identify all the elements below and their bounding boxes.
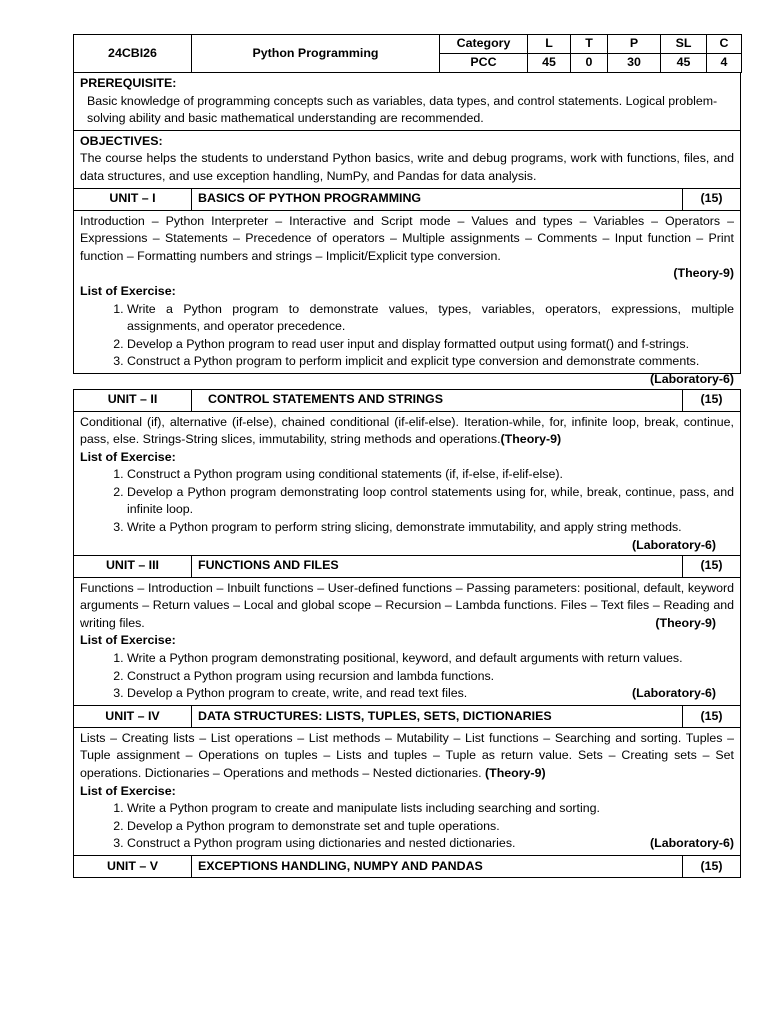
unit-4-list-heading: List of Exercise: <box>80 783 176 798</box>
unit-2-title: CONTROL STATEMENTS AND STRINGS <box>192 389 683 411</box>
unit-1-hours: (15) <box>683 188 741 210</box>
unit-4-hours: (15) <box>683 705 741 727</box>
unit-4-theory: (Theory-9) <box>485 766 546 780</box>
list-item: 2. Develop a Python program to demonstrate set and tuple operations. <box>127 818 734 836</box>
unit-2-body <box>73 412 741 556</box>
unit-3-body <box>73 578 741 706</box>
unit-1-content: Introduction – Python Interpreter – Interactive and Script mode – Values and types – Variables – Operators – Expressions – Statements – Precedence of operators – Multiple assignments – Comments – Input function – Print function – Formatting numbers and strings – Implicit/Explicit type conversion. <box>80 213 734 263</box>
list-item: 1. Write a Python program demonstrating positional, keyword, and default arguments with return values. <box>127 650 734 668</box>
unit-2-label: UNIT – II <box>74 389 192 411</box>
list-item: 1. Write a Python program to create and manipulate lists including searching and sorting. <box>127 800 734 818</box>
unit-4-lab: (Laboratory-6) <box>650 836 734 851</box>
unit-2-list-heading: List of Exercise: <box>80 449 176 464</box>
unit-2-exercises <box>80 466 734 552</box>
val-sl: 45 <box>661 54 707 73</box>
unit-5-label: UNIT – V <box>74 855 192 877</box>
objectives-section <box>73 131 741 189</box>
list-item: 3. Construct a Python program to perform implicit and explicit type conversion and demonstrate comments. (Laboratory-6) <box>127 353 734 371</box>
col-t: T <box>571 35 608 54</box>
unit-5-title: EXCEPTIONS HANDLING, NUMPY AND PANDAS <box>192 855 683 877</box>
list-item: 3. Write a Python program to perform string slicing, demonstrate immutability, and apply string methods. (Laboratory-6) <box>127 519 734 537</box>
objectives-heading: OBJECTIVES: <box>80 133 163 148</box>
val-t: 0 <box>571 54 608 73</box>
unit-1-exercises <box>80 301 734 386</box>
col-p: P <box>608 35 661 54</box>
unit-1-theory: (Theory-9) <box>673 266 734 281</box>
unit-2-lab: (Laboratory-6) <box>632 537 716 552</box>
prerequisite-section <box>73 73 741 131</box>
unit-5-header <box>73 855 741 878</box>
unit-4-title: DATA STRUCTURES: LISTS, TUPLES, SETS, DICTIONARIES <box>192 705 683 727</box>
unit-4-body <box>73 728 741 856</box>
objectives-text: The course helps the students to understand Python basics, write and debug programs, work with functions, files, and data structures, and use exception handling, NumPy, and Pandas for data analysis. <box>80 151 734 183</box>
course-header-table <box>73 34 742 73</box>
unit-3-list-heading: List of Exercise: <box>80 633 176 648</box>
list-item: 1. Write a Python program to demonstrate values, types, variables, operators, expressions, multiple assignments, and operator precedence. <box>127 301 734 336</box>
unit-1-body <box>73 211 741 386</box>
val-c: 4 <box>707 54 742 73</box>
prerequisite-heading: PREREQUISITE: <box>80 76 177 90</box>
unit-1-lab: (Laboratory-6) <box>650 371 734 386</box>
unit-1-list-heading: List of Exercise: <box>80 283 176 298</box>
course-code: 24CBI26 <box>74 35 192 73</box>
unit-1-title: BASICS OF PYTHON PROGRAMMING <box>192 188 683 210</box>
val-l: 45 <box>528 54 571 73</box>
course-title: Python Programming <box>192 35 440 73</box>
unit-2-theory: (Theory-9) <box>500 432 562 447</box>
list-item: 3. Construct a Python program using dictionaries and nested dictionaries. (Laboratory-6) <box>127 835 734 853</box>
unit-5-hours: (15) <box>683 855 741 877</box>
prerequisite-text: Basic knowledge of programming concepts such as variables, data types, and control statements. Logical problem-solving ability and basic mathematical understanding are recommended. <box>87 93 718 126</box>
unit-4-exercises <box>80 800 734 853</box>
unit-3-theory: (Theory-9) <box>655 615 716 630</box>
list-item: 3. Develop a Python program to create, write, and read text files. (Laboratory-6) <box>127 685 734 703</box>
val-category: PCC <box>440 54 528 73</box>
unit-2-header <box>73 389 741 412</box>
unit-2-hours: (15) <box>683 389 741 411</box>
val-p: 30 <box>608 54 661 73</box>
unit-3-lab: (Laboratory-6) <box>632 686 716 701</box>
unit-3-title: FUNCTIONS AND FILES <box>192 555 683 577</box>
col-sl: SL <box>661 35 707 54</box>
list-item: 2. Construct a Python program using recursion and lambda functions. <box>127 668 734 686</box>
col-category: Category <box>440 35 528 54</box>
unit-3-content: Functions – Introduction – Inbuilt functions – User-defined functions – Passing parameters: positional, default, keyword arguments – Return values – Local and global scope – Recursion – Lambda functions. Files – Text files – Reading and writing files. (Theory-9) <box>80 580 734 633</box>
list-item: 1. Construct a Python program using conditional statements (if, if-else, if-elif-else). <box>127 466 734 484</box>
list-item: 2. Develop a Python program to read user input and display formatted output using format() and f-strings. <box>127 336 734 354</box>
col-l: L <box>528 35 571 54</box>
unit-3-label: UNIT – III <box>74 555 192 577</box>
unit-3-hours: (15) <box>683 555 741 577</box>
unit-2-content: Conditional (if), alternative (if-else), chained conditional (if-elif-else). Iteration-while, for, infinite loop, break, continue, pass, else. Strings-String slices, immutability, string methods and operations.(Theory-9) <box>80 414 734 447</box>
unit-3-exercises <box>80 650 734 703</box>
unit-4-header <box>73 705 741 728</box>
col-c: C <box>707 35 742 54</box>
unit-1-label: UNIT – I <box>74 188 192 210</box>
syllabus-page <box>73 34 741 878</box>
unit-1-header <box>73 188 741 211</box>
unit-4-label: UNIT – IV <box>74 705 192 727</box>
unit-4-content: Lists – Creating lists – List operations – List methods – Mutability – List functions – Searching and sorting. Tuples – Tuple assignment – Operations on tuples – Lists and tuples – Tuple as return value. Sets – Creating sets – Set operations. Dictionaries – Operations and methods – Nested dictionaries. (Theory-9) <box>80 730 734 780</box>
list-item: 2. Develop a Python program demonstrating loop control statements using for, while, break, continue, pass, and infinite loop. <box>127 484 734 519</box>
unit-3-header <box>73 555 741 578</box>
